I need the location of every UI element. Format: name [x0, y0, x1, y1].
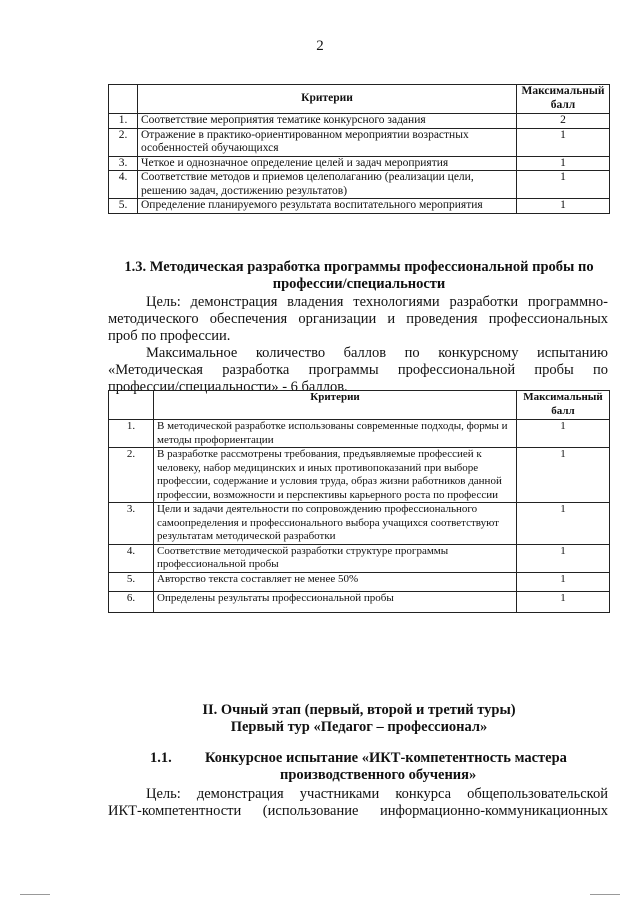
- row-num: 2.: [109, 448, 154, 503]
- header-score: Максимальный балл: [517, 85, 610, 114]
- row-criteria: Цели и задачи деятельности по сопровождению профессионального самоопределения и профессионального выбора учащихся соответствуют результатам методической разработки: [154, 503, 517, 545]
- row-score: 1: [517, 591, 610, 612]
- table-row: [109, 544, 610, 572]
- max-line: «Методическая разработка программы профессиональной пробы по: [108, 362, 608, 378]
- row-criteria: Соответствие методов и приемов целеполаганию (реализации цели, решению задач, достижению результатов): [138, 171, 517, 199]
- scan-mark: [20, 894, 50, 895]
- section-1-1-number: 1.1.: [150, 750, 172, 766]
- table-row: [109, 128, 610, 156]
- row-num: 5.: [109, 572, 154, 591]
- header-num: [109, 391, 154, 420]
- row-score: 1: [517, 544, 610, 572]
- scan-mark: [590, 894, 620, 895]
- row-score: 1: [517, 199, 610, 214]
- table-row: [109, 503, 610, 545]
- table-row: [109, 114, 610, 129]
- goal-line: проб по профессии.: [108, 328, 231, 344]
- header-criteria: Критерии: [138, 85, 517, 114]
- row-criteria: В разработке рассмотрены требования, предъявляемые профессией к человеку, набор медицинских и иных противопоказаний при выборе профессии, содержание и условия труда, образ жизни работников данной профессии, возможности и перспективы карьерного роста по профессии: [154, 448, 517, 503]
- section-1-1-title-line2: производственного обучения»: [280, 767, 477, 783]
- table-row: [109, 171, 610, 199]
- section-2-heading-line2: Первый тур «Педагог – профессионал»: [230, 719, 488, 735]
- section-1-3-max-score: [108, 345, 608, 396]
- row-score: 1: [517, 448, 610, 503]
- row-score: 2: [517, 114, 610, 129]
- row-num: 3.: [109, 503, 154, 545]
- row-num: 6.: [109, 591, 154, 612]
- row-num: 4.: [109, 171, 138, 199]
- max-line: Максимальное количество баллов по конкурсному испытанию: [146, 345, 608, 361]
- table-header-row: [109, 391, 610, 420]
- row-criteria: Определение планируемого результата воспитательного мероприятия: [138, 199, 517, 214]
- row-score: 1: [517, 171, 610, 199]
- page-number: 2: [316, 38, 324, 54]
- goal-line: ИКТ-компетентности (использование информационно-коммуникационных: [108, 803, 608, 819]
- header-num: [109, 85, 138, 114]
- row-score: 1: [517, 156, 610, 171]
- section-1-1-title: [205, 750, 605, 784]
- table-header-row: [109, 85, 610, 114]
- row-score: 1: [517, 572, 610, 591]
- row-num: 3.: [109, 156, 138, 171]
- goal-line: Цель: демонстрация владения технологиями разработки программно-: [146, 294, 608, 310]
- row-score: 1: [517, 503, 610, 545]
- row-num: 1.: [109, 420, 154, 448]
- criteria-table-1: [108, 84, 610, 214]
- section-1-1-title-line1: Конкурсное испытание «ИКТ-компетентность мастера: [205, 750, 567, 766]
- section-2-heading-line1: II. Очный этап (первый, второй и третий туры): [202, 702, 516, 718]
- table-row: [109, 420, 610, 448]
- section-1-1-goal: [108, 786, 608, 820]
- header-score: Максимальный балл: [517, 391, 610, 420]
- table-row: [109, 156, 610, 171]
- row-criteria: Авторство текста составляет не менее 50%: [154, 572, 517, 591]
- table-row: [109, 199, 610, 214]
- table-row: [109, 591, 610, 612]
- row-criteria: Определены результаты профессиональной пробы: [154, 591, 517, 612]
- criteria-table-2: [108, 390, 610, 613]
- section-2-heading: [108, 702, 610, 736]
- row-criteria: Четкое и однозначное определение целей и задач мероприятия: [138, 156, 517, 171]
- row-criteria: Соответствие мероприятия тематике конкурсного задания: [138, 114, 517, 129]
- row-criteria: Отражение в практико-ориентированном мероприятии возрастных особенностей обучающихся: [138, 128, 517, 156]
- header-criteria: Критерии: [154, 391, 517, 420]
- row-num: 2.: [109, 128, 138, 156]
- row-num: 4.: [109, 544, 154, 572]
- row-criteria: В методической разработке использованы современные подходы, формы и методы профориентации: [154, 420, 517, 448]
- section-1-3-goal: [108, 294, 608, 345]
- row-criteria: Соответствие методической разработки структуре программы профессиональной пробы: [154, 544, 517, 572]
- table-row: [109, 572, 610, 591]
- goal-line: методического обеспечения организации и проведения профессиональных: [108, 311, 608, 327]
- row-num: 5.: [109, 199, 138, 214]
- max-line: профессии/специальности» - 6 баллов.: [108, 379, 348, 395]
- section-1-3-heading: 1.3. Методическая разработка программы профессиональной пробы по профессии/специальности: [124, 259, 594, 292]
- row-score: 1: [517, 128, 610, 156]
- table-row: [109, 448, 610, 503]
- row-num: 1.: [109, 114, 138, 129]
- row-score: 1: [517, 420, 610, 448]
- goal-line: Цель: демонстрация участниками конкурса общепользовательской: [146, 786, 608, 802]
